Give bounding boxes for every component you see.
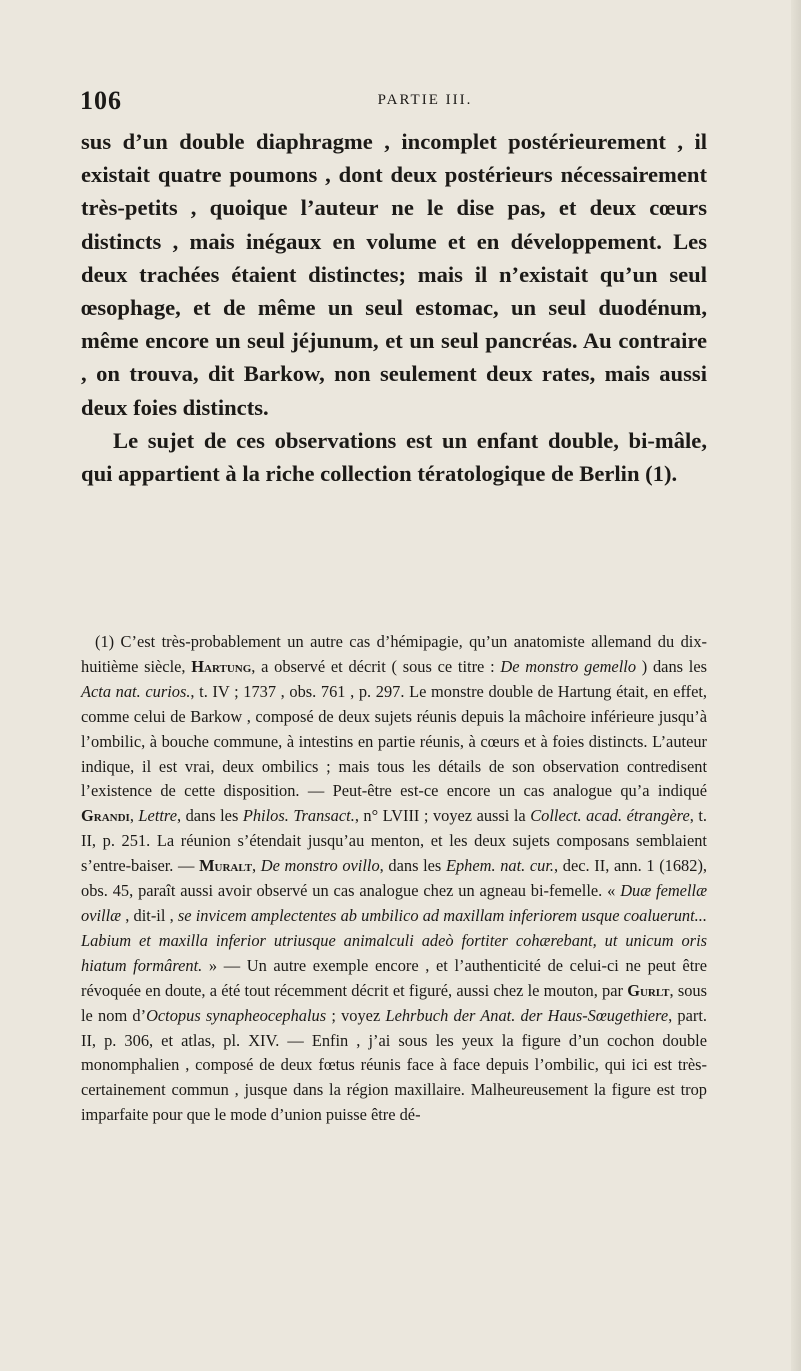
author-name: Hartung	[191, 656, 252, 676]
author-name: Gurlt	[627, 980, 670, 1000]
page-header	[80, 86, 710, 120]
text-run: ,	[129, 806, 139, 826]
work-title: Lettre	[138, 806, 177, 826]
main-text	[81, 125, 707, 490]
footnote	[81, 630, 707, 1128]
text-run: ,	[252, 856, 261, 876]
text-run: , dans les	[379, 856, 446, 876]
text-run: , dans les	[176, 806, 243, 826]
journal-title: Collect. acad. étrangère	[530, 806, 690, 826]
journal-title: Acta nat. curios.	[81, 681, 191, 701]
text-run: , n° LVIII ; voyez aussi la	[354, 806, 531, 826]
page-edge	[791, 0, 801, 1371]
footnote-text	[81, 630, 707, 1128]
running-title: PARTIE III.	[377, 92, 473, 108]
text-run: , part. II, p. 306, et atlas, pl. XIV. — Enfin , j’ai sous les yeux la figure d’un cochon double monomphalien , composé de deux fœtus réunis face à face depuis l’ombilic, qui ici est très-certainement commun , jusque dans la région maxillaire. Malheureusement la figure est trop imparfaite pour que le mode d’union puisse être dé-	[81, 1005, 707, 1125]
text-run: (1) C’est très-probablement un autre cas d’hémipagie, qu’un anatomiste allemand du dix-huitième siècle,	[81, 632, 707, 676]
text-run: , a observé et décrit ( sous ce titre :	[251, 656, 501, 676]
text-run: , t. IV ; 1737 , obs. 761 , p. 297. Le monstre double de Hartung était, en effet, comme celui de Barkow , composé de deux sujets réunis depuis la mâchoire inférieure jusqu’à l’ombilic, à bouche commune, à intestins en partie réunis, à cœurs et à foies distincts. L’auteur indique, il est vrai, deux ombilics ; mais tous les détails de son observation contredisent l’existence de cette disposition. — Peut-être est-ce encore un cas analogue qu’a indiqué	[81, 681, 707, 801]
text-run: ) dans les	[636, 656, 707, 676]
journal-title: Philos. Transact.	[242, 806, 355, 826]
species-name: Octopus synapheocephalus	[146, 1005, 327, 1025]
paragraph: Le sujet de ces observations est un enfant double, bi-mâle, qui appartient à la riche collection tératologique de Berlin (1).	[81, 427, 707, 487]
author-name: Grandi	[81, 806, 130, 826]
paragraph: sus d’un double diaphragme , incomplet postérieurement , il existait quatre poumons , dont deux postérieurs nécessairement très-petits , quoique l’auteur ne le dise pas, et deux cœurs distincts , mais inégaux en volume et en développement. Les deux trachées étaient distinctes; mais il n’existait qu’un seul œsophage, et de même un seul estomac, un seul duodénum, même encore un seul jéjunum, et un seul pancréas. Au contraire , on trouva, dit Barkow, non seulement deux rates, mais aussi deux foies distincts.	[81, 129, 707, 420]
work-title: Lehrbuch der Anat. der Haus-Sœugethiere	[385, 1005, 669, 1025]
text-run: , dec. II, ann. 1 (1682), obs. 45, paraît aussi avoir observé un cas analogue chez un agneau bi-femelle. «	[81, 856, 707, 901]
text-run: , sous le nom d’	[81, 980, 708, 1025]
author-name: Muralt	[199, 856, 253, 876]
text-run: , dit-il ,	[121, 905, 178, 925]
work-title: De monstro ovillo	[260, 856, 380, 876]
latin-quote: se invicem amplectentes ab umbilico ad maxillam inferiorem usque coaluerunt... Labium et maxilla inferior utriusque animalculi adeò fortiter cohærebant, ut unicum oris hiatum formârent.	[81, 905, 707, 975]
work-title: De monstro gemello	[500, 656, 637, 676]
page-number: 106	[80, 86, 122, 115]
latin-quote: Duæ femellæ ovillæ	[81, 881, 708, 925]
journal-title: Ephem. nat. cur.	[445, 856, 555, 876]
text-run: ; voyez	[326, 1005, 386, 1025]
text-run: » — Un autre exemple encore , et l’authenticité de celui-ci ne peut être révoquée en doute, a été tout récemment décrit et figuré, aussi chez le mouton, par	[81, 955, 707, 1000]
text-run: , t. II, p. 251. La réunion s’étendait jusqu’au menton, et les deux sujets composans semblaient s’entre-baiser. —	[81, 806, 707, 876]
